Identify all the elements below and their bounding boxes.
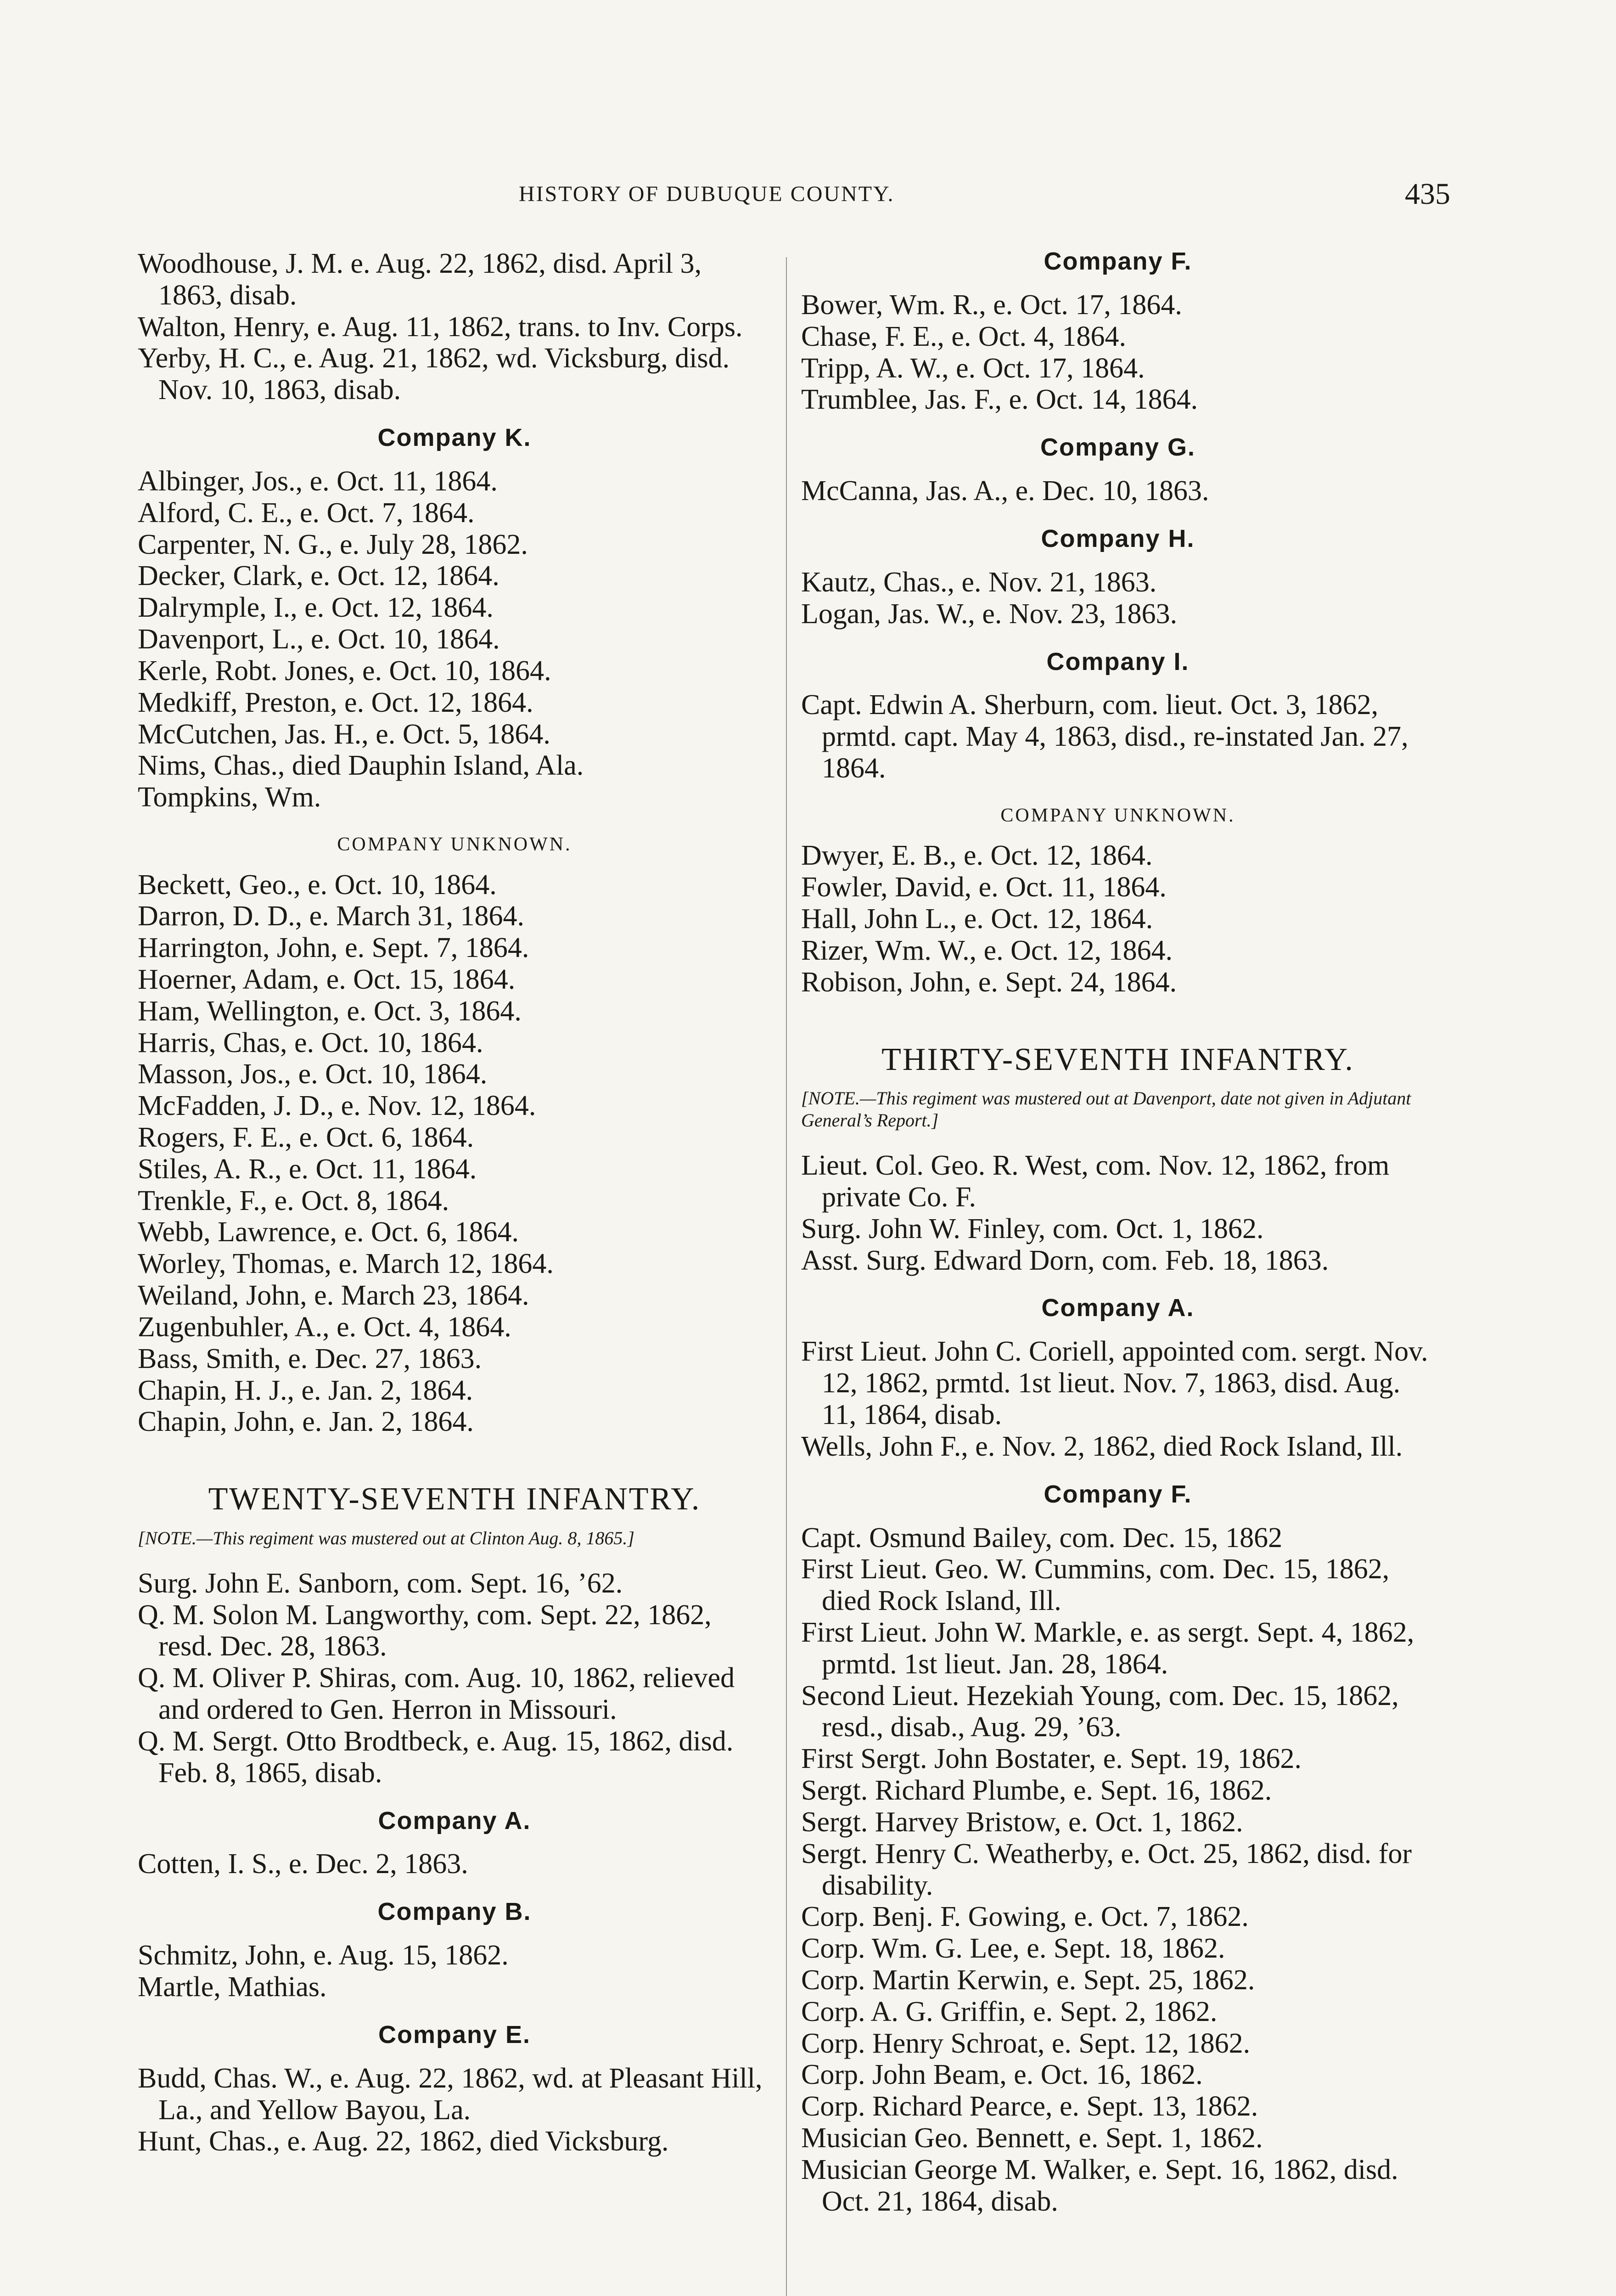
roster-entry: Trenkle, F., e. Oct. 8, 1864.: [138, 1185, 449, 1216]
roster-entry: Robison, John, e. Sept. 24, 1864.: [801, 966, 1177, 998]
company-heading: Company B.: [377, 1898, 532, 1926]
roster-entry: Chapin, John, e. Jan. 2, 1864.: [138, 1406, 474, 1438]
roster-entry: Q. M. Sergt. Otto Brodtbeck, e. Aug. 15, 1862, disd. Feb. 8, 1865, disab.: [138, 1725, 734, 1789]
roster-entry: Corp. Henry Schroat, e. Sept. 12, 1862.: [801, 2027, 1251, 2059]
roster-entry: Tompkins, Wm.: [138, 782, 321, 813]
roster-entry: Webb, Lawrence, e. Oct. 6, 1864.: [138, 1216, 519, 1248]
roster-entry: Lieut. Col. Geo. R. West, com. Nov. 12, 1862, from private Co. F.: [801, 1150, 1390, 1213]
roster-entry: Bass, Smith, e. Dec. 27, 1863.: [138, 1343, 482, 1374]
roster-entry: Second Lieut. Hezekiah Young, com. Dec. 15, 1862, resd., disab., Aug. 29, ’63.: [801, 1680, 1399, 1743]
page-number: 435: [1405, 177, 1450, 211]
company-unknown-heading: COMPANY UNKNOWN.: [1000, 805, 1235, 826]
roster-entry: Dwyer, E. B., e. Oct. 12, 1864.: [801, 840, 1153, 872]
roster-entry: First Sergt. John Bostater, e. Sept. 19, 1862.: [801, 1743, 1302, 1775]
roster-entry: Capt. Osmund Bailey, com. Dec. 15, 1862: [801, 1522, 1283, 1553]
roster-entry: Surg. John W. Finley, com. Oct. 1, 1862.: [801, 1213, 1264, 1244]
roster-entry: Surg. John E. Sanborn, com. Sept. 16, ’62.: [138, 1567, 623, 1599]
roster-entry: Logan, Jas. W., e. Nov. 23, 1863.: [801, 598, 1178, 630]
company-heading: Company A.: [378, 1806, 531, 1835]
regiment-heading: TWENTY-SEVENTH INFANTRY.: [208, 1481, 701, 1517]
roster-entry: Rogers, F. E., e. Oct. 6, 1864.: [138, 1122, 474, 1154]
roster-entry: Wells, John F., e. Nov. 2, 1862, died Rock Island, Ill.: [801, 1430, 1403, 1462]
roster-entry: Corp. Benj. F. Gowing, e. Oct. 7, 1862.: [801, 1901, 1249, 1933]
roster-entry: Corp. Richard Pearce, e. Sept. 13, 1862.: [801, 2091, 1258, 2122]
roster-entry: Sergt. Richard Plumbe, e. Sept. 16, 1862.: [801, 1775, 1272, 1806]
roster-entry: Stiles, A. R., e. Oct. 11, 1864.: [138, 1153, 477, 1185]
company-heading: Company G.: [1040, 433, 1196, 461]
roster-entry: Alford, C. E., e. Oct. 7, 1864.: [138, 497, 475, 529]
roster-entry: Hall, John L., e. Oct. 12, 1864.: [801, 903, 1153, 935]
company-heading: Company H.: [1041, 524, 1195, 552]
roster-entry: Cotten, I. S., e. Dec. 2, 1863.: [138, 1848, 468, 1880]
roster-entry: Hunt, Chas., e. Aug. 22, 1862, died Vicksburg.: [138, 2126, 669, 2157]
roster-entry: Tripp, A. W., e. Oct. 17, 1864.: [801, 352, 1145, 384]
company-heading: Company A.: [1041, 1294, 1195, 1322]
roster-entry: Asst. Surg. Edward Dorn, com. Feb. 18, 1863.: [801, 1244, 1329, 1276]
roster-entry: Walton, Henry, e. Aug. 11, 1862, trans. to Inv. Corps.: [138, 311, 743, 343]
roster-entry: Corp. Martin Kerwin, e. Sept. 25, 1862.: [801, 1964, 1255, 1996]
roster-entry: Worley, Thomas, e. March 12, 1864.: [138, 1248, 554, 1280]
roster-entry: Corp. Wm. G. Lee, e. Sept. 18, 1862.: [801, 1933, 1225, 1964]
roster-entry: Martle, Mathias.: [138, 1971, 327, 2003]
roster-entry: Ham, Wellington, e. Oct. 3, 1864.: [138, 995, 522, 1027]
roster-entry: Corp. John Beam, e. Oct. 16, 1862.: [801, 2059, 1203, 2091]
roster-entry: Budd, Chas. W., e. Aug. 22, 1862, wd. at Pleasant Hill, La., and Yellow Bayou, La.: [138, 2062, 763, 2126]
roster-entry: Kautz, Chas., e. Nov. 21, 1863.: [801, 566, 1157, 598]
roster-entry: Dalrymple, I., e. Oct. 12, 1864.: [138, 592, 494, 624]
roster-entry: Darron, D. D., e. March 31, 1864.: [138, 900, 524, 932]
roster-entry: Bower, Wm. R., e. Oct. 17, 1864.: [801, 289, 1182, 321]
roster-entry: First Lieut. John C. Coriell, appointed com. sergt. Nov. 12, 1862, prmtd. 1st lieut. Nov. 7, 1863, disd. Aug. 11, 1864, disab.: [801, 1336, 1428, 1431]
roster-entry: Decker, Clark, e. Oct. 12, 1864.: [138, 560, 499, 592]
roster-entry: Schmitz, John, e. Aug. 15, 1862.: [138, 1940, 509, 1971]
roster-entry: Fowler, David, e. Oct. 11, 1864.: [801, 872, 1167, 903]
roster-entry: Masson, Jos., e. Oct. 10, 1864.: [138, 1058, 488, 1090]
roster-entry: Q. M. Solon M. Langworthy, com. Sept. 22, 1862, resd. Dec. 28, 1863.: [138, 1599, 712, 1662]
roster-entry: Kerle, Robt. Jones, e. Oct. 10, 1864.: [138, 655, 551, 687]
roster-entry: McCutchen, Jas. H., e. Oct. 5, 1864.: [138, 718, 550, 750]
roster-entry: Capt. Edwin A. Sherburn, com. lieut. Oct. 3, 1862, prmtd. capt. May 4, 1863, disd., re-instated Jan. 27, 1864.: [801, 689, 1408, 784]
column-divider: [786, 257, 787, 2296]
roster-entry: Rizer, Wm. W., e. Oct. 12, 1864.: [801, 934, 1173, 966]
roster-entry: First Lieut. Geo. W. Cummins, com. Dec. 15, 1862, died Rock Island, Ill.: [801, 1553, 1390, 1617]
roster-entry: Harrington, John, e. Sept. 7, 1864.: [138, 932, 529, 964]
roster-entry: Sergt. Henry C. Weatherby, e. Oct. 25, 1862, disd. for disability.: [801, 1838, 1412, 1901]
roster-entry: Medkiff, Preston, e. Oct. 12, 1864.: [138, 687, 533, 718]
company-heading: Company F.: [1044, 1480, 1192, 1508]
roster-entry: Carpenter, N. G., e. July 28, 1862.: [138, 529, 528, 560]
company-heading: Company K.: [377, 424, 532, 452]
roster-entry: Albinger, Jos., e. Oct. 11, 1864.: [138, 466, 498, 497]
roster-entry: McFadden, J. D., e. Nov. 12, 1864.: [138, 1090, 536, 1122]
roster-entry: Yerby, H. C., e. Aug. 21, 1862, wd. Vicksburg, disd. Nov. 10, 1863, disab.: [138, 343, 730, 406]
roster-entry: Musician Geo. Bennett, e. Sept. 1, 1862.: [801, 2122, 1263, 2154]
running-head: HISTORY OF DUBUQUE COUNTY.: [519, 182, 895, 206]
roster-entry: Nims, Chas., died Dauphin Island, Ala.: [138, 750, 584, 782]
roster-entry: Hoerner, Adam, e. Oct. 15, 1864.: [138, 963, 516, 995]
company-heading: Company E.: [378, 2020, 531, 2048]
roster-entry: Harris, Chas, e. Oct. 10, 1864.: [138, 1027, 483, 1058]
roster-entry: Woodhouse, J. M. e. Aug. 22, 1862, disd. April 3, 1863, disab.: [138, 248, 702, 311]
regiment-heading: THIRTY-SEVENTH INFANTRY.: [881, 1041, 1354, 1077]
roster-entry: Weiland, John, e. March 23, 1864.: [138, 1280, 529, 1311]
roster-entry: Chase, F. E., e. Oct. 4, 1864.: [801, 321, 1126, 352]
roster-entry: Chapin, H. J., e. Jan. 2, 1864.: [138, 1374, 473, 1406]
regiment-note: [NOTE.—This regiment was mustered out at Davenport, date not given in Adjutant General’s Report.]: [801, 1088, 1411, 1131]
roster-entry: McCanna, Jas. A., e. Dec. 10, 1863.: [801, 475, 1209, 507]
company-heading: Company F.: [1044, 248, 1192, 275]
roster-entry: Musician George M. Walker, e. Sept. 16, 1862, disd. Oct. 21, 1864, disab.: [801, 2154, 1398, 2217]
roster-entry: Corp. A. G. Griffin, e. Sept. 2, 1862.: [801, 1996, 1218, 2027]
roster-entry: Sergt. Harvey Bristow, e. Oct. 1, 1862.: [801, 1806, 1243, 1838]
roster-entry: First Lieut. John W. Markle, e. as sergt. Sept. 4, 1862, prmtd. 1st lieut. Jan. 28, 1864.: [801, 1617, 1414, 1680]
right-column: [801, 248, 1435, 2217]
roster-entry: Beckett, Geo., e. Oct. 10, 1864.: [138, 869, 497, 900]
roster-entry: Trumblee, Jas. F., e. Oct. 14, 1864.: [801, 384, 1198, 416]
roster-entry: Davenport, L., e. Oct. 10, 1864.: [138, 624, 500, 655]
company-unknown-heading: COMPANY UNKNOWN.: [337, 833, 572, 855]
roster-entry: Zugenbuhler, A., e. Oct. 4, 1864.: [138, 1311, 511, 1343]
regiment-note: [NOTE.—This regiment was mustered out at Clinton Aug. 8, 1865.]: [138, 1527, 634, 1548]
roster-entry: Q. M. Oliver P. Shiras, com. Aug. 10, 1862, relieved and ordered to Gen. Herron in Missouri.: [138, 1662, 735, 1726]
left-column: [138, 248, 771, 2157]
company-heading: Company I.: [1046, 647, 1190, 675]
